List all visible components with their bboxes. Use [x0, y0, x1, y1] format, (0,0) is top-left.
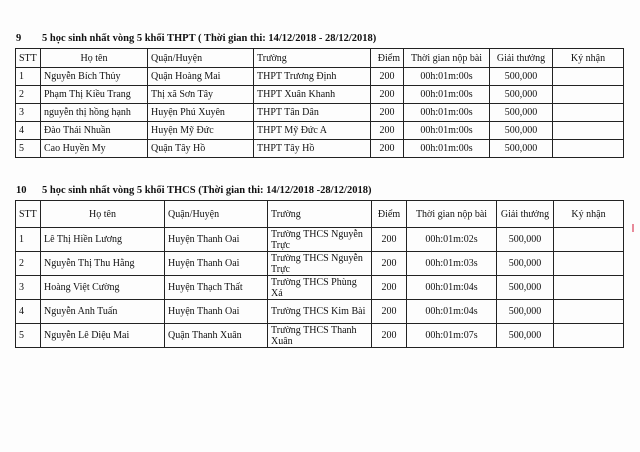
- cell-prize: 500,000: [490, 140, 553, 158]
- cell-name: Nguyễn Lê Diệu Mai: [41, 324, 165, 348]
- col-header-school: Trường: [254, 49, 371, 68]
- table-row: [16, 228, 624, 252]
- cell-score: 200: [371, 140, 404, 158]
- section-title: 5 học sinh nhất vòng 5 khối THPT ( Thời gian thi: 14/12/2018 - 28/12/2018): [42, 33, 377, 44]
- table-row: [16, 104, 624, 122]
- cell-district: Quận Hoàng Mai: [148, 68, 254, 86]
- cell-school: Trường THCS Nguyễn Trực: [268, 252, 372, 276]
- cell-school: Trường THCS Kim Bài: [268, 300, 372, 324]
- cell-district: Quận Thanh Xuân: [165, 324, 268, 348]
- cell-score: 200: [372, 228, 407, 252]
- cell-signature: [553, 86, 624, 104]
- col-header-district: Quận/Huyện: [148, 49, 254, 68]
- table-header-row: [16, 201, 624, 228]
- cell-district: Huyện Thanh Oai: [165, 228, 268, 252]
- section-10-heading: [16, 185, 371, 196]
- cell-stt: 1: [16, 228, 41, 252]
- table-row: [16, 86, 624, 104]
- cell-prize: 500,000: [497, 228, 554, 252]
- cell-name: nguyễn thị hồng hạnh: [41, 104, 148, 122]
- cell-score: 200: [372, 252, 407, 276]
- col-header-name: Họ tên: [41, 201, 165, 228]
- cell-time: 00h:01m:07s: [407, 324, 497, 348]
- col-header-score: Điểm: [372, 201, 407, 228]
- cell-stt: 2: [16, 86, 41, 104]
- cell-time: 00h:01m:04s: [407, 300, 497, 324]
- cell-time: 00h:01m:00s: [404, 140, 490, 158]
- cell-signature: [554, 252, 624, 276]
- col-header-prize: Giải thưởng: [497, 201, 554, 228]
- table-row: [16, 252, 624, 276]
- cell-school: Trường THCS Nguyễn Trực: [268, 228, 372, 252]
- cell-prize: 500,000: [490, 86, 553, 104]
- cell-prize: 500,000: [497, 324, 554, 348]
- margin-mark: [632, 224, 634, 232]
- cell-signature: [553, 122, 624, 140]
- col-header-score: Điểm: [371, 49, 404, 68]
- cell-name: Phạm Thị Kiều Trang: [41, 86, 148, 104]
- col-header-prize: Giải thưởng: [490, 49, 553, 68]
- col-header-school: Trường: [268, 201, 372, 228]
- col-header-district: Quận/Huyện: [165, 201, 268, 228]
- cell-signature: [554, 300, 624, 324]
- cell-stt: 4: [16, 300, 41, 324]
- cell-score: 200: [371, 122, 404, 140]
- cell-district: Quận Tây Hồ: [148, 140, 254, 158]
- cell-prize: 500,000: [497, 276, 554, 300]
- cell-score: 200: [371, 86, 404, 104]
- thpt-results-table: [15, 48, 624, 158]
- cell-prize: 500,000: [490, 68, 553, 86]
- cell-time: 00h:01m:00s: [404, 122, 490, 140]
- col-header-signature: Ký nhận: [554, 201, 624, 228]
- section-title: 5 học sinh nhất vòng 5 khối THCS (Thời gian thi: 14/12/2018 -28/12/2018): [42, 185, 372, 196]
- cell-time: 00h:01m:03s: [407, 252, 497, 276]
- cell-score: 200: [372, 324, 407, 348]
- section-9-heading: [16, 33, 376, 44]
- cell-name: Nguyễn Anh Tuấn: [41, 300, 165, 324]
- cell-time: 00h:01m:00s: [404, 86, 490, 104]
- cell-district: Huyện Thanh Oai: [165, 252, 268, 276]
- cell-prize: 500,000: [497, 300, 554, 324]
- cell-school: Trường THCS Thanh Xuân: [268, 324, 372, 348]
- col-header-name: Họ tên: [41, 49, 148, 68]
- cell-signature: [554, 228, 624, 252]
- cell-school: THPT Tân Dân: [254, 104, 371, 122]
- cell-signature: [554, 324, 624, 348]
- table-row: [16, 68, 624, 86]
- cell-district: Huyện Thanh Oai: [165, 300, 268, 324]
- cell-signature: [554, 276, 624, 300]
- section-number: 9: [16, 33, 22, 44]
- table-row: [16, 276, 624, 300]
- cell-time: 00h:01m:02s: [407, 228, 497, 252]
- table-row: [16, 300, 624, 324]
- cell-prize: 500,000: [497, 252, 554, 276]
- cell-district: Huyện Mỹ Đức: [148, 122, 254, 140]
- cell-district: Huyện Phú Xuyên: [148, 104, 254, 122]
- col-header-signature: Ký nhận: [553, 49, 624, 68]
- cell-prize: 500,000: [490, 104, 553, 122]
- cell-stt: 3: [16, 276, 41, 300]
- cell-score: 200: [372, 300, 407, 324]
- cell-name: Nguyễn Bích Thủy: [41, 68, 148, 86]
- cell-score: 200: [372, 276, 407, 300]
- cell-stt: 2: [16, 252, 41, 276]
- cell-name: Nguyễn Thị Thu Hằng: [41, 252, 165, 276]
- table-row: [16, 140, 624, 158]
- col-header-time: Thời gian nộp bài: [404, 49, 490, 68]
- cell-score: 200: [371, 104, 404, 122]
- col-header-stt: STT: [16, 49, 41, 68]
- cell-signature: [553, 140, 624, 158]
- thcs-results-table: [15, 200, 624, 348]
- cell-stt: 5: [16, 140, 41, 158]
- cell-time: 00h:01m:00s: [404, 104, 490, 122]
- cell-name: Cao Huyền My: [41, 140, 148, 158]
- table-row: [16, 324, 624, 348]
- cell-signature: [553, 68, 624, 86]
- cell-district: Thị xã Sơn Tây: [148, 86, 254, 104]
- col-header-time: Thời gian nộp bài: [407, 201, 497, 228]
- cell-signature: [553, 104, 624, 122]
- col-header-stt: STT: [16, 201, 41, 228]
- cell-stt: 1: [16, 68, 41, 86]
- cell-school: THPT Tây Hồ: [254, 140, 371, 158]
- cell-name: Lê Thị Hiền Lương: [41, 228, 165, 252]
- cell-score: 200: [371, 68, 404, 86]
- cell-school: THPT Trương Định: [254, 68, 371, 86]
- cell-school: Trường THCS Phùng Xá: [268, 276, 372, 300]
- cell-name: Đào Thái Nhuần: [41, 122, 148, 140]
- cell-name: Hoàng Việt Cường: [41, 276, 165, 300]
- cell-school: THPT Xuân Khanh: [254, 86, 371, 104]
- cell-district: Huyện Thạch Thất: [165, 276, 268, 300]
- table-header-row: [16, 49, 624, 68]
- cell-school: THPT Mỹ Đức A: [254, 122, 371, 140]
- cell-stt: 3: [16, 104, 41, 122]
- cell-stt: 5: [16, 324, 41, 348]
- cell-time: 00h:01m:04s: [407, 276, 497, 300]
- cell-time: 00h:01m:00s: [404, 68, 490, 86]
- cell-prize: 500,000: [490, 122, 553, 140]
- section-number: 10: [16, 185, 27, 196]
- cell-stt: 4: [16, 122, 41, 140]
- table-row: [16, 122, 624, 140]
